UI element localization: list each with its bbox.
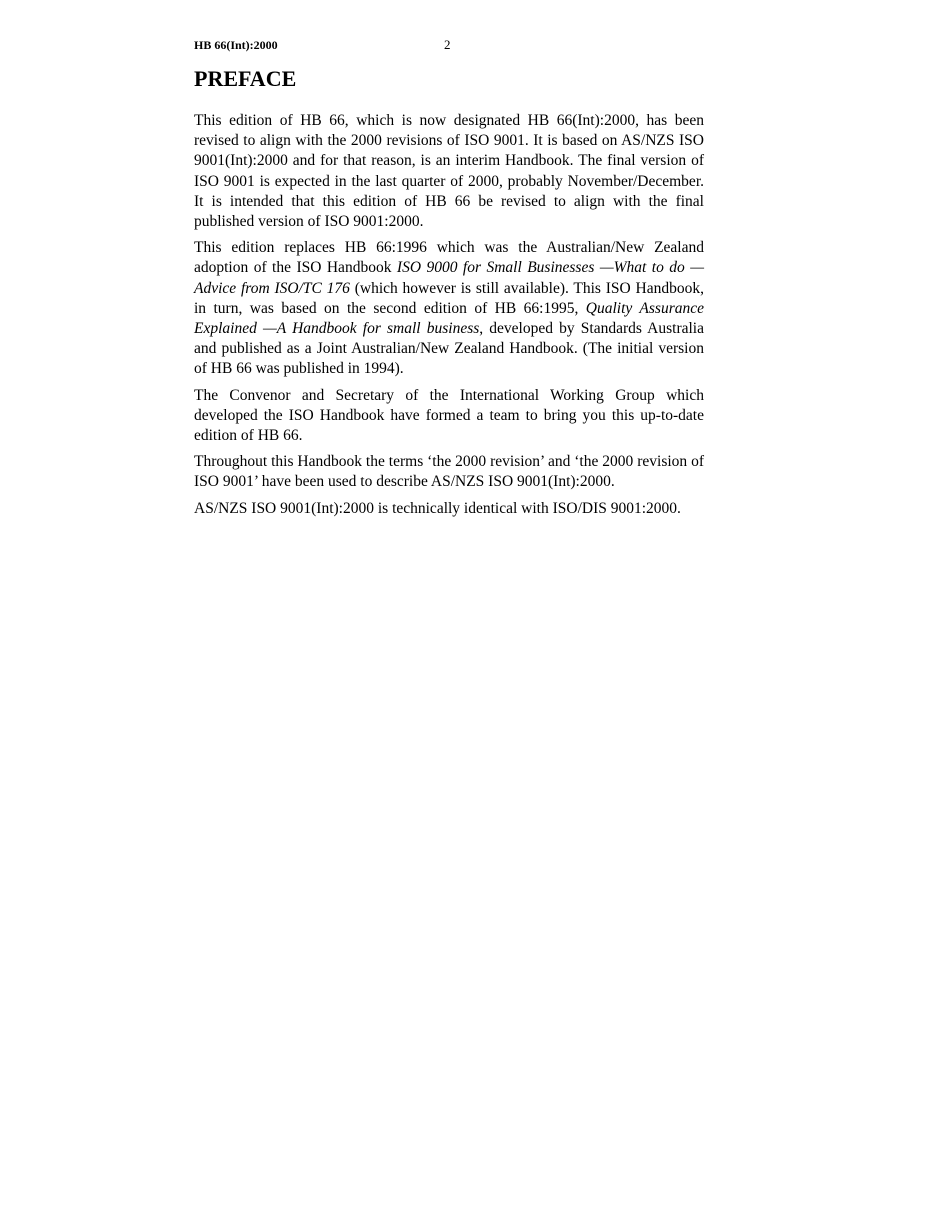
paragraph-text: , developed by Standards Australia and published as a Joint Australian/New Zealand Handbook. (The initial version of HB 66 was published in 1994).: [194, 320, 704, 378]
paragraph-text: This edition replaces HB 66:1996 which was the Australian/New Zealand adoption of the ISO Handbook: [194, 239, 704, 277]
paragraph-terms: [194, 452, 704, 492]
paragraph-text: AS/NZS ISO 9001(Int):2000 is technically identical with ISO/DIS 9001:2000.: [194, 499, 681, 517]
preface-section: [194, 64, 704, 525]
section-heading: PREFACE: [194, 66, 297, 91]
paragraph-text: Throughout this Handbook the terms ‘the 2000 revision’ and ‘the 2000 revision of ISO 9001’ have been used to describe AS/NZS ISO 9001(Int):2000.: [194, 453, 704, 491]
paragraph-convenor: [194, 386, 704, 447]
paragraph-text: This edition of HB 66, which is now designated HB 66(Int):2000, has been revised to align with the 2000 revisions of ISO 9001. It is based on AS/NZS ISO 9001(Int):2000 and for that reason, is an interim Handbook. The final version of ISO 9001 is expected in the last quarter of 2000, probably November/December. It is intended that this edition of HB 66 be revised to align with the final published version of ISO 9001:2000.: [194, 112, 704, 231]
running-header: [194, 37, 704, 53]
paragraph-replaces: [194, 238, 704, 379]
paragraph-text: The Convenor and Secretary of the International Working Group which developed the ISO Handbook have formed a team to bring you this up-to-date edition of HB 66.: [194, 386, 704, 445]
page-number: 2: [444, 37, 451, 52]
iso-handbook-title: ISO 9000 for Small Businesses —What to do —Advice from ISO/TC 176: [194, 259, 705, 297]
hb66-1995-title: Quality Assurance Explained —A Handbook for small business: [194, 299, 704, 338]
document-identifier: HB 66(Int):2000: [194, 38, 278, 52]
paragraph-text: (which however is still available). This ISO Handbook, in turn, was based on the second edition of HB 66:1995,: [194, 279, 704, 317]
paragraph-edition: [194, 111, 704, 232]
paragraph-identical: [194, 499, 704, 519]
